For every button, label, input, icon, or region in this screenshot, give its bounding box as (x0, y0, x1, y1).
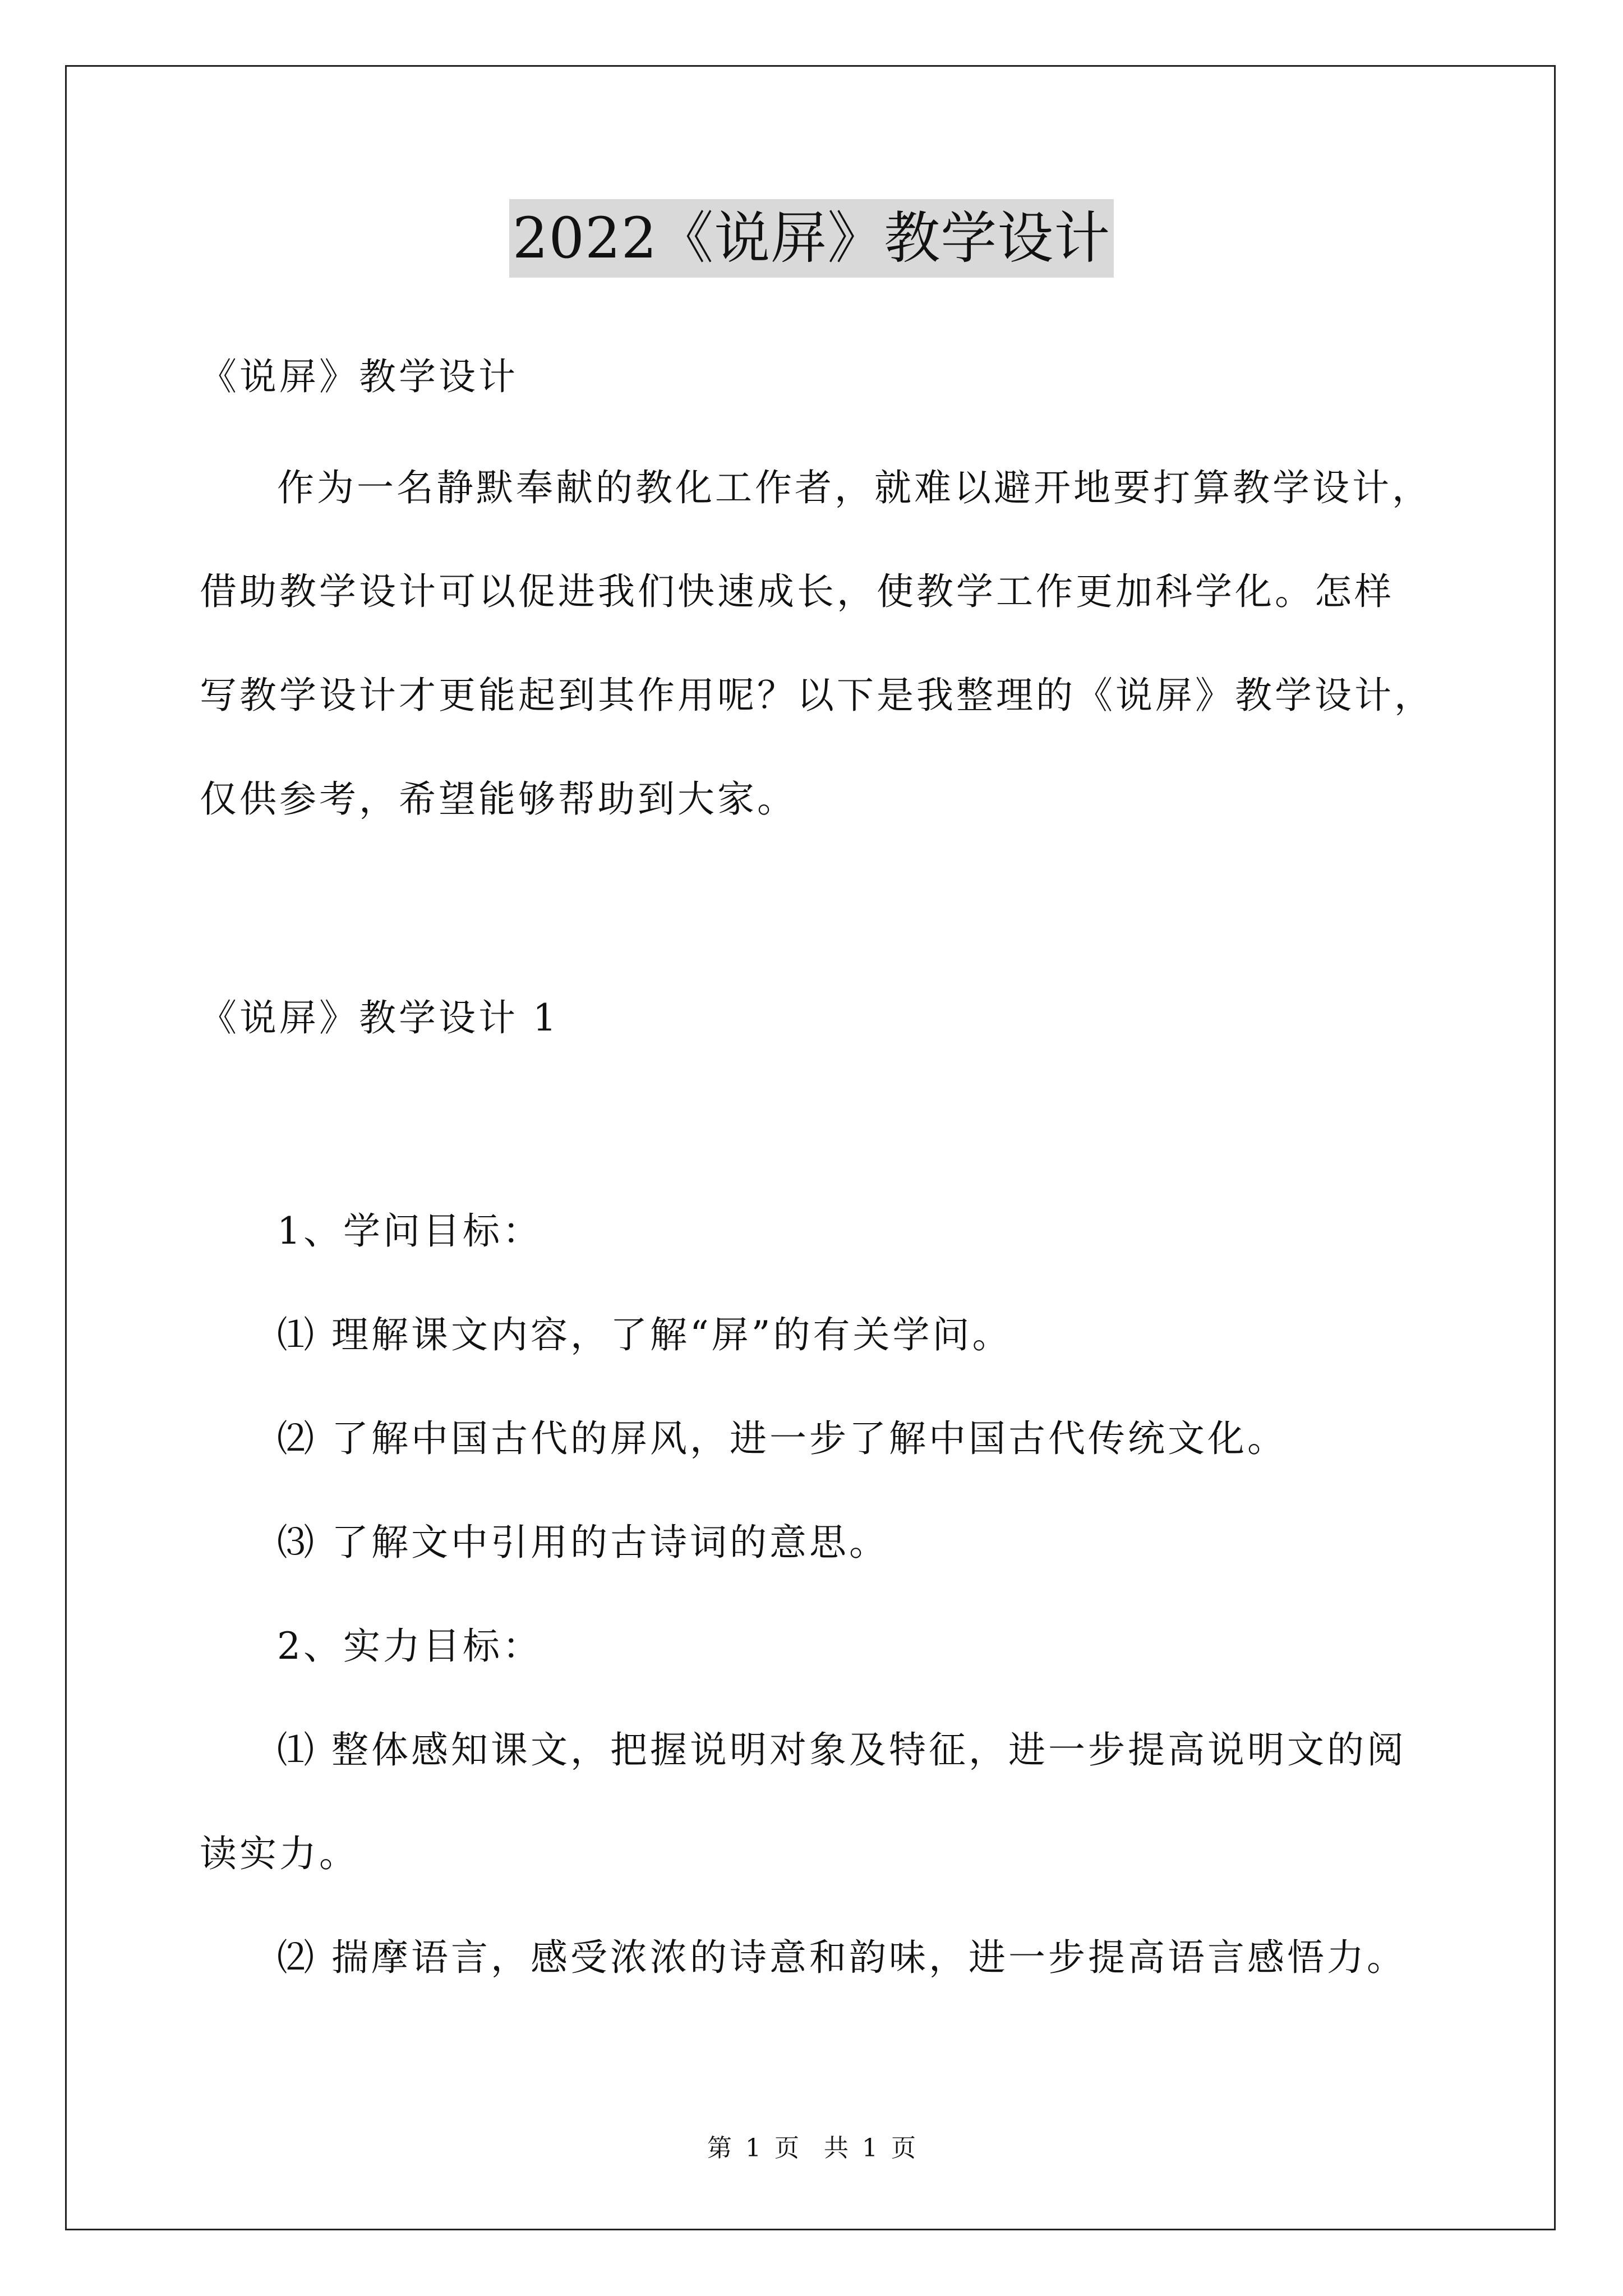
goal-item: ⑴ 整体感知课文，把握说明对象及特征，进一步提高说明文的阅 (277, 1728, 1407, 1772)
section-heading-1: 《说屏》教学设计 1 (200, 996, 559, 1039)
intro-line-3: 写教学设计才更能起到其作用呢？以下是我整理的《说屏》教学设计， (200, 674, 1434, 717)
document-title: 2022《说屏》教学设计 (509, 199, 1114, 278)
goal-item-continued: 读实力。 (200, 1832, 359, 1875)
intro-line-2: 借助教学设计可以促进我们快速成长，使教学工作更加科学化。怎样 (200, 570, 1394, 613)
goal-item: ⑶ 了解文中引用的古诗词的意思。 (277, 1521, 889, 1564)
goal-item: ⑵ 了解中国古代的屏风，进一步了解中国古代传统文化。 (277, 1417, 1287, 1460)
goal-item: ⑵ 揣摩语言，感受浓浓的诗意和韵味，进一步提高语言感悟力。 (277, 1936, 1407, 1979)
intro-line-4: 仅供参考，希望能够帮助到大家。 (200, 777, 797, 821)
goal-heading-knowledge: 1、学问目标： (277, 1209, 542, 1253)
title-container (0, 199, 1623, 278)
goal-item: ⑴ 理解课文内容，了解“屏”的有关学问。 (277, 1313, 1012, 1356)
page-footer: 第 1 页 共 1 页 (707, 2134, 916, 2162)
goal-heading-ability: 2、实力目标： (277, 1625, 542, 1668)
section-heading: 《说屏》教学设计 (200, 355, 518, 398)
intro-line-1: 作为一名静默奉献的教化工作者，就难以避开地要打算教学设计， (277, 466, 1432, 509)
